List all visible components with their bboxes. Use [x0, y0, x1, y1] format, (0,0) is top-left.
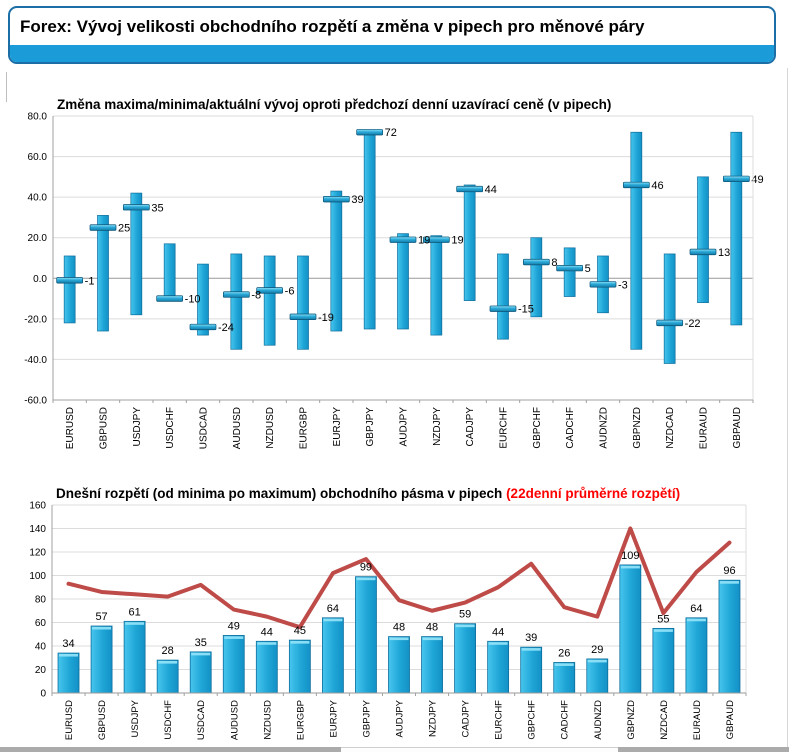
chart2-ytick: 80 — [34, 594, 46, 606]
today-range-bar — [422, 637, 443, 693]
today-range-label: 59 — [458, 608, 472, 621]
bar-top-highlight — [423, 638, 442, 641]
page-title: Forex: Vývoj velikosti obchodního rozpětí a změna v pipech pro měnové páry — [20, 17, 645, 36]
range-bar — [631, 132, 642, 349]
current-marker — [690, 249, 716, 255]
chart2-ytick: 40 — [34, 641, 46, 653]
today-range-label: 61 — [128, 606, 141, 619]
current-marker — [590, 282, 616, 288]
header-blue-bar — [10, 45, 774, 62]
range-change-label: -8 — [251, 289, 262, 302]
range-bar — [164, 244, 175, 299]
range-change-label: 39 — [351, 194, 364, 207]
range-change-label: -6 — [284, 285, 295, 298]
today-range-label: 44 — [492, 626, 505, 639]
chart1-category-label: GBPCHF — [531, 407, 543, 449]
chart2-category-label: EURUSD — [64, 700, 76, 741]
today-range-label: 48 — [425, 621, 439, 634]
today-range-bar — [157, 660, 178, 693]
range-change-label: -22 — [684, 317, 701, 330]
chart1-category-label: AUDUSD — [231, 407, 243, 450]
range-change-label: -15 — [518, 303, 534, 316]
chart2-category-label: CADCHF — [559, 700, 571, 740]
range-change-label: 46 — [651, 179, 664, 192]
chart1-category-label: GBPNZD — [631, 407, 643, 449]
chart2-x-axis — [52, 693, 746, 696]
bar-top-highlight — [59, 654, 78, 657]
today-range-bar — [587, 659, 608, 693]
chart1-category-label: NZDJPY — [431, 407, 443, 446]
chart1-ytick: -40.0 — [24, 354, 47, 366]
current-marker — [457, 186, 483, 192]
today-range-bar — [554, 662, 575, 693]
chart2-x-labels — [64, 699, 736, 740]
chart2-category-label: EURGBP — [295, 700, 307, 741]
current-marker — [223, 292, 249, 298]
chart2-category-label: AUDNZD — [592, 700, 604, 740]
today-range-label: 99 — [359, 561, 373, 574]
today-range-bar — [355, 577, 376, 693]
chart1-category-label: GBPUSD — [98, 407, 110, 450]
bar-top-highlight — [522, 648, 541, 651]
chart1-ytick: 60.0 — [27, 152, 47, 164]
chart1-x-labels — [65, 407, 743, 450]
chart2-category-label: GBPAUD — [724, 700, 736, 740]
range-change-label: 19 — [418, 234, 431, 247]
range-bar — [398, 234, 409, 329]
bar-top-highlight — [456, 625, 475, 628]
chart2-category-label: CADJPY — [460, 700, 472, 738]
chart2-ytick: 100 — [29, 571, 46, 582]
chart2-ytick: 0 — [40, 688, 46, 700]
chart1-category-label: USDCAD — [198, 407, 210, 450]
today-range-label: 34 — [62, 638, 75, 651]
range-change-label: -10 — [184, 293, 201, 306]
chart2-ytick: 120 — [29, 547, 46, 559]
chart2-category-label: AUDUSD — [229, 700, 241, 741]
today-range-bar — [289, 640, 310, 693]
range-change-chart — [0, 88, 789, 476]
bar-top-highlight — [290, 641, 309, 644]
range-change-label: -19 — [318, 311, 334, 324]
chart2-category-label: GBPNZD — [625, 700, 637, 740]
range-bar — [664, 254, 675, 364]
range-change-label: 49 — [751, 173, 764, 186]
chart1-category-label: NZDUSD — [265, 407, 277, 449]
chart1-category-label: USDCHF — [165, 407, 177, 449]
today-range-bar — [124, 621, 145, 693]
chart1-category-label: EURJPY — [331, 407, 343, 447]
today-range-bar — [322, 618, 343, 693]
today-range-label: 64 — [326, 602, 340, 615]
footer-divider-left — [0, 747, 341, 752]
chart2-category-label: USDCHF — [163, 700, 175, 740]
current-marker — [390, 237, 416, 243]
chart2-category-label: USDCAD — [196, 700, 208, 741]
range-bar — [298, 256, 309, 349]
chart1-title: Změna maxima/minima/aktuální vývoj oproti předchozí denní uzavírací ceně (v pipech) — [57, 97, 612, 112]
chart1-category-label: EURAUD — [698, 407, 710, 450]
today-range-label: 44 — [260, 626, 273, 639]
chart1-data-labels — [85, 127, 764, 334]
today-range-bar — [488, 641, 509, 693]
chart1-ytick: 0.0 — [33, 273, 47, 285]
range-bar — [698, 177, 709, 303]
range-bar — [731, 132, 742, 325]
current-marker — [723, 176, 749, 182]
bar-top-highlight — [323, 619, 342, 622]
current-marker — [323, 196, 349, 202]
today-range-label: 45 — [293, 625, 306, 638]
range-bar — [564, 248, 575, 297]
range-bar — [264, 256, 275, 345]
range-change-label: 8 — [551, 257, 558, 270]
today-range-bar — [719, 580, 740, 693]
chart2-category-label: GBPCHF — [526, 700, 538, 740]
bar-top-highlight — [720, 581, 739, 584]
current-marker — [123, 204, 149, 210]
range-change-label: 44 — [484, 184, 497, 197]
chart2-category-label: GBPUSD — [97, 700, 109, 741]
today-range-bar — [256, 641, 277, 693]
chart2-ytick: 160 — [29, 500, 46, 512]
range-bar — [498, 254, 509, 339]
today-range-label: 28 — [161, 645, 174, 658]
chart1-category-label: GBPJPY — [365, 407, 377, 447]
today-range-bar — [190, 652, 211, 693]
today-range-label: 35 — [194, 636, 207, 649]
today-range-label: 49 — [227, 620, 240, 633]
range-change-label: -3 — [618, 279, 628, 292]
footer-divider-right — [618, 747, 789, 752]
chart2-category-label: NZDUSD — [262, 700, 274, 740]
chart1-category-label: EURGBP — [298, 407, 310, 450]
chart1-category-label: EURCHF — [498, 407, 510, 449]
chart2-category-label: USDJPY — [130, 700, 142, 738]
chart2-category-label: EURAUD — [691, 700, 703, 741]
chart1-ytick: 40.0 — [27, 192, 47, 204]
current-marker — [357, 129, 383, 135]
today-range-label: 39 — [525, 632, 538, 645]
chart2-title: Dnešní rozpětí (od minima po maximum) obchodního pásma v pipech (22denní průměrné rozpětí) — [56, 486, 681, 501]
chart1-category-label: NZDCAD — [665, 407, 677, 449]
today-range-label: 109 — [621, 549, 640, 562]
current-marker — [290, 314, 316, 320]
today-range-label: 55 — [657, 613, 670, 626]
chart1-category-label: USDJPY — [131, 407, 143, 447]
range-change-label: -24 — [218, 321, 234, 334]
today-range-bar — [455, 624, 476, 693]
chart2-category-label: EURCHF — [493, 700, 505, 740]
today-range-label: 96 — [723, 565, 736, 578]
range-change-label: 25 — [118, 222, 131, 235]
range-change-label: 72 — [384, 127, 397, 140]
range-bar — [364, 130, 375, 329]
chart2-category-label: GBPJPY — [361, 700, 373, 738]
range-bar — [231, 254, 242, 349]
bar-top-highlight — [257, 642, 276, 645]
bar-top-highlight — [654, 629, 673, 632]
bar-top-highlight — [92, 627, 111, 630]
footer-divider-middle — [341, 747, 618, 752]
chart1-category-label: AUDNZD — [598, 407, 610, 449]
current-marker — [657, 320, 683, 326]
chart1-range-bars — [64, 130, 742, 363]
bar-top-highlight — [224, 636, 243, 639]
current-marker — [57, 278, 83, 284]
bar-top-highlight — [588, 660, 607, 663]
today-range-label: 29 — [591, 643, 604, 656]
current-marker — [490, 306, 516, 312]
chart1-category-label: CADJPY — [465, 406, 477, 447]
page-header — [8, 6, 776, 64]
bar-top-highlight — [356, 578, 375, 581]
chart1-category-label: GBPAUD — [731, 407, 743, 449]
chart2-ytick: 20 — [34, 665, 46, 676]
bar-top-highlight — [687, 619, 706, 622]
daily-range-chart — [0, 478, 789, 752]
current-marker — [523, 259, 549, 265]
range-bar — [331, 191, 342, 331]
today-range-bar — [521, 647, 542, 693]
chart2-category-label: EURJPY — [328, 700, 340, 738]
chart1-x-axis — [53, 400, 753, 403]
today-range-bar — [389, 637, 410, 693]
today-range-bar — [653, 628, 674, 693]
chart2-category-label: AUDJPY — [394, 700, 406, 738]
range-bar — [131, 193, 142, 315]
chart1-ytick: 80.0 — [27, 111, 47, 123]
current-marker — [157, 296, 183, 302]
chart2-category-label: NZDCAD — [658, 700, 670, 740]
range-change-label: 35 — [151, 202, 164, 215]
chart2-ytick: 140 — [29, 524, 46, 535]
range-bar — [64, 256, 75, 323]
range-bar — [98, 215, 109, 331]
current-marker — [190, 324, 216, 330]
bar-top-highlight — [489, 642, 508, 645]
current-marker — [623, 182, 649, 188]
chart2-ytick: 60 — [34, 618, 46, 629]
chart1-category-label: EURUSD — [65, 407, 77, 450]
bar-top-highlight — [555, 663, 574, 666]
today-range-label: 64 — [690, 602, 703, 615]
bar-top-highlight — [390, 638, 409, 641]
today-range-bar — [686, 618, 707, 693]
today-range-label: 48 — [392, 621, 406, 634]
chart2-category-label: NZDJPY — [427, 700, 439, 737]
today-range-bar — [91, 626, 112, 693]
chart1-ytick: -60.0 — [24, 395, 47, 407]
range-change-label: 13 — [718, 246, 731, 259]
today-range-label: 26 — [558, 647, 571, 660]
range-bar — [464, 185, 475, 301]
chart1-ytick: 20.0 — [27, 233, 47, 245]
current-marker — [557, 265, 583, 271]
range-change-label: -1 — [84, 275, 95, 288]
chart1-ytick: -20.0 — [24, 314, 47, 326]
chart1-category-label: CADCHF — [565, 407, 577, 449]
today-range-bar — [223, 635, 244, 693]
bar-top-highlight — [158, 661, 177, 664]
range-change-label: 5 — [584, 263, 591, 276]
bar-top-highlight — [621, 566, 640, 569]
range-change-label: 19 — [451, 234, 464, 247]
today-range-bar — [58, 653, 79, 693]
range-bar — [431, 236, 442, 335]
today-range-bar — [620, 565, 641, 693]
bar-top-highlight — [191, 653, 210, 656]
today-range-label: 57 — [95, 611, 108, 624]
current-marker — [90, 225, 116, 231]
bar-top-highlight — [125, 622, 144, 625]
chart1-category-label: AUDJPY — [398, 407, 410, 447]
